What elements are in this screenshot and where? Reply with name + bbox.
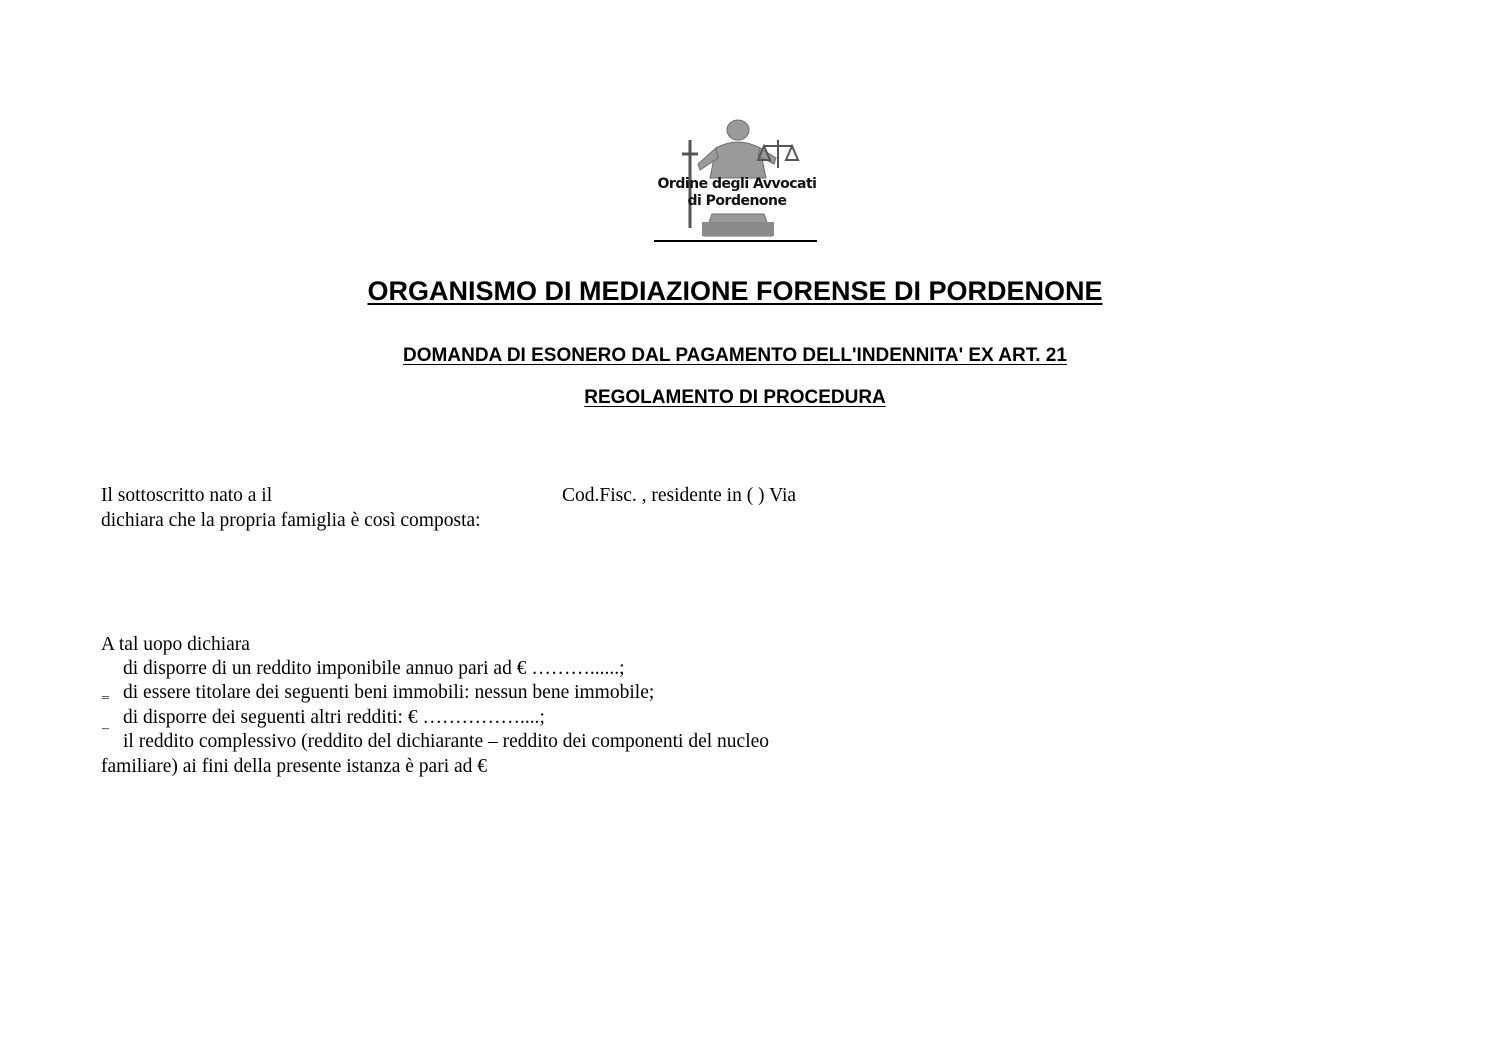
subtitle-line2: REGOLAMENTO DI PROCEDURA — [584, 387, 886, 408]
declaration-item-2: di essere titolare dei seguenti beni immobili: nessun bene immobile; — [123, 682, 655, 703]
declaration-item-4: il reddito complessivo (reddito del dichiarante – reddito dei componenti del nucleo — [123, 731, 770, 752]
declaration-item-1: di disporre di un reddito imponibile annuo pari ad € ………......; — [123, 658, 625, 679]
logo-underline — [654, 240, 817, 242]
logo-text-line2: di Pordenone — [687, 193, 787, 209]
intro-left-text: Il sottoscritto nato a il — [101, 485, 273, 506]
page-title: ORGANISMO DI MEDIAZIONE FORENSE DI PORDENONE — [367, 276, 1103, 306]
family-composition-text: dichiara che la propria famiglia è così composta: — [101, 510, 481, 531]
declares-heading: A tal uopo dichiara — [101, 634, 250, 655]
declaration-item-3: di disporre dei seguenti altri redditi: € ……………....; — [123, 707, 545, 728]
logo — [654, 118, 820, 246]
intro-right-text: Cod.Fisc. , residente in ( ) Via — [562, 485, 797, 506]
bullet-mark-2: ¯ — [102, 728, 109, 743]
subtitle-line1: DOMANDA DI ESONERO DAL PAGAMENTO DELL'INDENNITA' EX ART. 21 — [403, 345, 1067, 366]
declaration-item-4-continuation: familiare) ai fini della presente istanza è pari ad € — [101, 756, 488, 777]
bullet-mark-1: ‗ — [102, 684, 109, 699]
logo-text-line1: Ordine degli Avvocati — [657, 176, 817, 192]
